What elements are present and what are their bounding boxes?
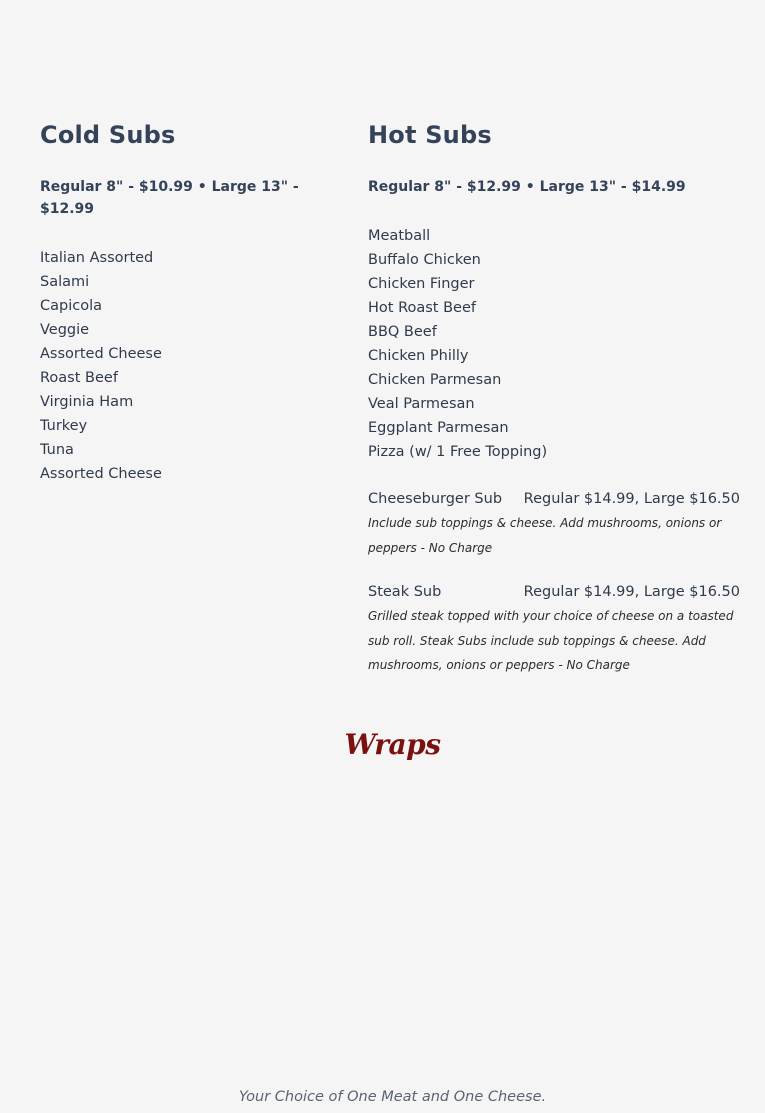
special-row (368, 581, 740, 603)
menu-item: Pizza (w/ 1 Free Topping) (368, 444, 548, 460)
menu-item: Hot Roast Beef (368, 300, 476, 316)
special-row (368, 488, 740, 510)
hot-subs-section (368, 118, 740, 678)
menu-item: Assorted Cheese (40, 346, 162, 362)
menu-item: Chicken Philly (368, 348, 469, 364)
cold-subs-section (40, 118, 350, 486)
menu-item: BBQ Beef (368, 324, 437, 340)
cold-subs-title: Cold Subs (40, 121, 176, 149)
menu-item: Chicken Parmesan (368, 372, 502, 388)
menu-item: Veggie (40, 322, 90, 338)
cold-subs-price-line: Regular 8" - $10.99 • Large 13" - $12.99 (40, 179, 299, 217)
special-price: Regular $14.99, Large $16.50 (523, 584, 740, 600)
menu-item: Buffalo Chicken (368, 252, 481, 268)
menu-item: Salami (40, 274, 90, 290)
hot-subs-title: Hot Subs (368, 121, 492, 149)
special-price: Regular $14.99, Large $16.50 (523, 491, 740, 507)
special-name: Cheeseburger Sub (368, 491, 503, 507)
special-item-steak-sub (368, 581, 740, 678)
menu-item: Roast Beef (40, 370, 118, 386)
menu-item: Italian Assorted (40, 250, 154, 266)
menu-item: Assorted Cheese (40, 466, 162, 482)
special-description: Include sub toppings & cheese. Add mushrooms, onions or peppers - No Charge (368, 516, 722, 555)
menu-item: Chicken Finger (368, 276, 475, 292)
menu-item: Eggplant Parmesan (368, 420, 509, 436)
menu-item: Tuna (40, 442, 74, 458)
hot-subs-price-line: Regular 8" - $12.99 • Large 13" - $14.99 (368, 179, 686, 195)
wraps-note: Your Choice of One Meat and One Cheese. (238, 1089, 547, 1105)
menu-item: Virginia Ham (40, 394, 134, 410)
hot-subs-list (368, 224, 740, 464)
wraps-title: Wraps (344, 728, 441, 761)
special-description: Grilled steak topped with your choice of cheese on a toasted sub roll. Steak Subs include sub toppings & cheese. Add mushrooms, onions or peppers - No Charge (368, 609, 734, 672)
menu-item: Veal Parmesan (368, 396, 475, 412)
menu-item: Meatball (368, 228, 431, 244)
special-item-cheeseburger-sub (368, 488, 740, 560)
menu-item: Turkey (40, 418, 88, 434)
cold-subs-list (40, 246, 350, 486)
special-name: Steak Sub (368, 584, 442, 600)
menu-item: Capicola (40, 298, 103, 314)
